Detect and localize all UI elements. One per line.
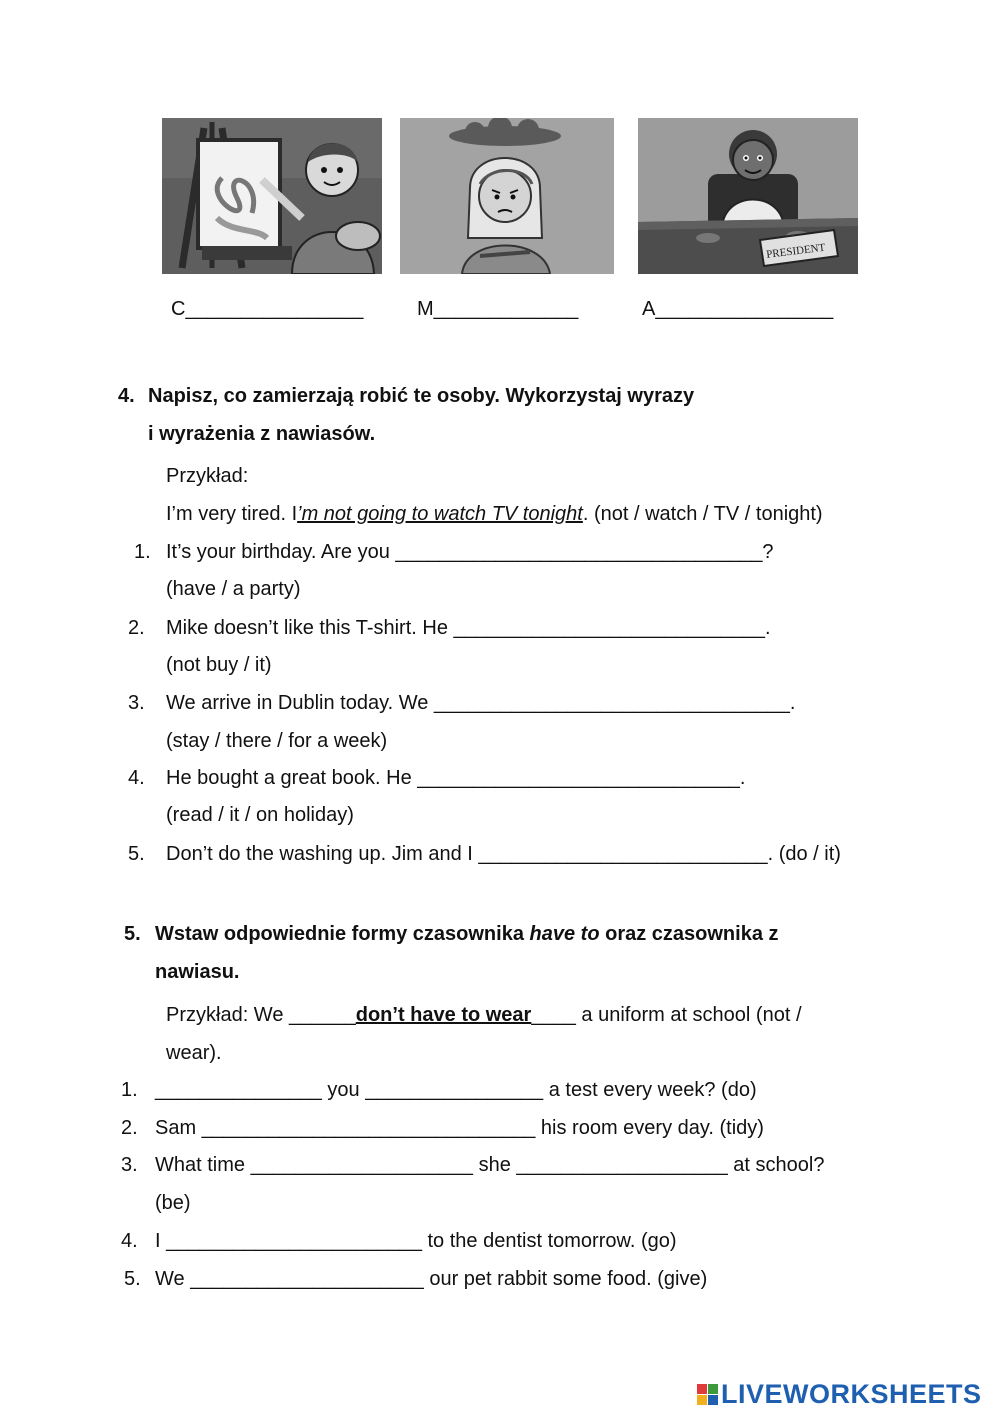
- task5-instruction-line2: nawiasu.: [155, 961, 240, 983]
- liveworksheets-logo[interactable]: [697, 1377, 982, 1411]
- painter-artist-icon: [162, 118, 382, 274]
- task4-item-number: 3.: [128, 692, 145, 714]
- president-sign-text: PRESIDENT: [765, 241, 826, 261]
- task4-item-line[interactable]: It’s your birthday. Are you _________________________________?: [166, 541, 774, 563]
- task5-item-number: 5.: [124, 1268, 141, 1290]
- task5-item-line[interactable]: _______________ you ________________ a test every week? (do): [155, 1079, 757, 1101]
- task4-instruction-line2: i wyrażenia z nawiasów.: [148, 423, 376, 445]
- task5-item-line2: (be): [155, 1192, 191, 1214]
- caption-m[interactable]: M_____________: [417, 298, 579, 320]
- caption-c[interactable]: C________________: [171, 298, 364, 320]
- caption-a[interactable]: A________________: [642, 298, 834, 320]
- task4-item-hint: (stay / there / for a week): [166, 730, 388, 752]
- task5-instruction-em: have to: [529, 923, 600, 945]
- task4-item-line[interactable]: He bought a great book. He _____________________________.: [166, 767, 746, 789]
- task5-example: [166, 1003, 802, 1027]
- task4-item-line[interactable]: Mike doesn’t like this T-shirt. He ____________________________.: [166, 617, 771, 639]
- task5-item-line[interactable]: I _______________________ to the dentist tomorrow. (go): [155, 1230, 677, 1252]
- moody-girl-icon: [400, 118, 614, 274]
- task5-item-line[interactable]: Sam ______________________________ his room every day. (tidy): [155, 1117, 764, 1139]
- task4-example-pre: I’m very tired. I: [166, 503, 298, 525]
- task4-item-number: 2.: [128, 617, 145, 639]
- task4-item-line[interactable]: Don’t do the washing up. Jim and I __________________________. (do / it): [166, 843, 841, 865]
- logo-text: LIVEWORKSHEETS: [721, 1378, 982, 1409]
- task4-example-label: Przykład:: [166, 465, 249, 487]
- task4-item-number: 5.: [128, 843, 145, 865]
- task4-instruction: Napisz, co zamierzają robić te osoby. Wykorzystaj wyrazy: [148, 385, 695, 407]
- task5-item-line[interactable]: We _____________________ our pet rabbit some food. (give): [155, 1268, 708, 1290]
- task4-item-hint: (have / a party): [166, 578, 301, 600]
- task5-instruction: [155, 922, 779, 946]
- task5-example-line2: wear).: [166, 1042, 222, 1064]
- task4-item-number: 1.: [134, 541, 151, 563]
- task4-item-number: 4.: [128, 767, 145, 789]
- task5-number: 5.: [124, 923, 141, 945]
- task5-example-post: ____ a uniform at school (not /: [531, 1004, 802, 1026]
- task4-example: [166, 502, 823, 526]
- task4-number: 4.: [118, 385, 135, 407]
- liveworksheets-logo-icon: [697, 1384, 718, 1405]
- task4-item-hint: (not buy / it): [166, 654, 272, 676]
- task5-item-number: 4.: [121, 1230, 138, 1252]
- task5-item-line[interactable]: What time ____________________ she ___________________ at school?: [155, 1154, 825, 1176]
- task5-example-pre: Przykład: We ______: [166, 1004, 356, 1026]
- task5-example-answer: don’t have to wear: [355, 1004, 532, 1026]
- task4-example-answer: ’m not going to watch TV tonight: [297, 503, 583, 525]
- task5-item-number: 3.: [121, 1154, 138, 1176]
- task5-instruction-post: oraz czasownika z: [599, 923, 779, 945]
- task5-instruction-pre: Wstaw odpowiednie formy czasownika: [155, 923, 530, 945]
- task4-item-line[interactable]: We arrive in Dublin today. We ________________________________.: [166, 692, 796, 714]
- task5-item-number: 2.: [121, 1117, 138, 1139]
- president-woman-icon: [638, 118, 858, 274]
- task4-example-post: . (not / watch / TV / tonight): [582, 503, 823, 525]
- task4-item-hint: (read / it / on holiday): [166, 804, 354, 826]
- task5-item-number: 1.: [121, 1079, 138, 1101]
